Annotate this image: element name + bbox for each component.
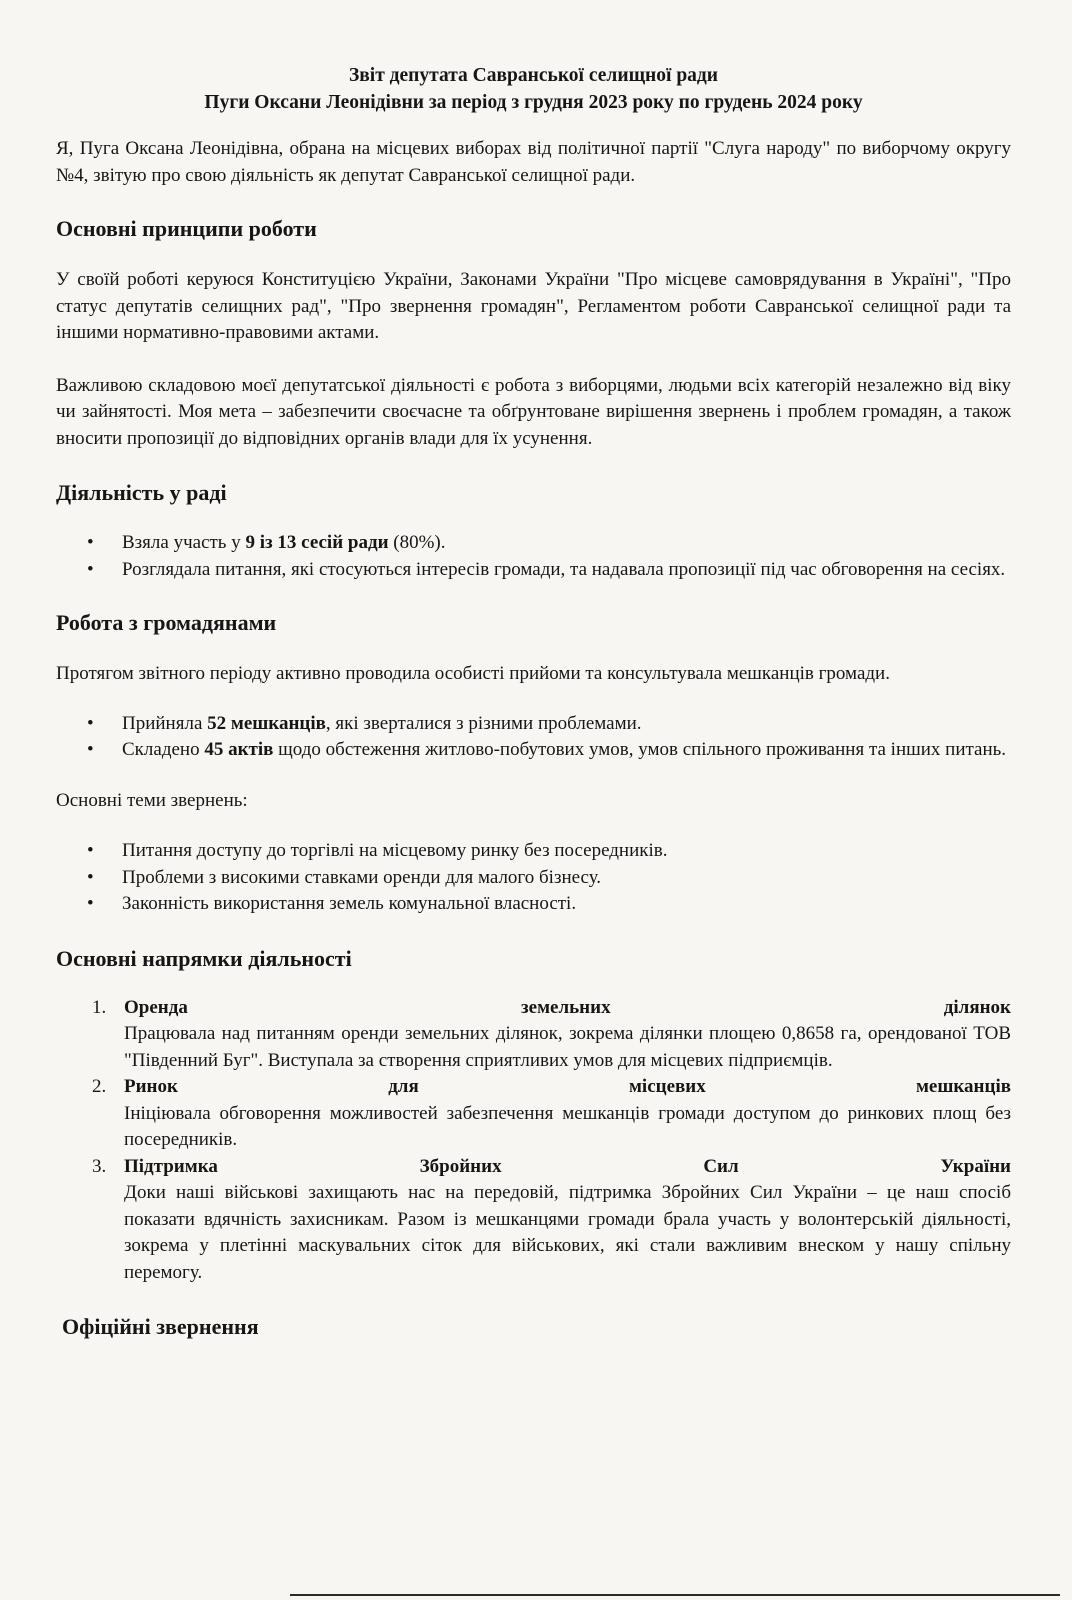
bullet-icon: • xyxy=(87,866,94,888)
citizens-paragraph: Протягом звітного періоду активно проводила особисті прийоми та консультувала мешканців громади. xyxy=(56,663,890,684)
list-item: • Розглядала питання, які стосуються інтересів громади, та надавала пропозиції під час обговорення на сесіях. xyxy=(56,557,1011,584)
list-item: • Прийняла 52 мешканців, які зверталися з різними проблемами. xyxy=(56,711,1011,738)
acts-count: 45 актів xyxy=(204,739,274,760)
bullet-icon: • xyxy=(87,893,94,914)
bullet-icon: • xyxy=(87,558,94,580)
bullet-icon: • xyxy=(87,840,94,861)
direction-item xyxy=(56,995,1011,1075)
principles-paragraph-1: У своїй роботі керуюся Конституцією України, Законами України "Про місцеве самоврядування в Україні", "Про статус депутатів селищних рад", "Про звернення громадян", Регламентом роботи Савранської селищної ради та іншими нормативно-правовими актами. xyxy=(56,269,1011,343)
heading-official-appeals: Офіційні звернення xyxy=(62,1314,259,1339)
citizens-list xyxy=(56,711,1011,764)
topics-intro: Основні теми звернень: xyxy=(56,789,248,811)
direction-title: Оренда земельних ділянок xyxy=(124,996,1011,1018)
title-line-2: Пуги Оксани Леонідівни за період з грудня 2023 року по грудень 2024 року xyxy=(204,92,863,113)
directions-list xyxy=(56,995,1011,1287)
direction-title: Ринок для місцевих мешканців xyxy=(124,1076,1011,1097)
direction-title: Підтримка Збройних Сил України xyxy=(124,1155,1011,1177)
bullet-icon: • xyxy=(87,712,94,734)
direction-text: Ініціювала обговорення можливостей забезпечення мешканців громади доступом до ринкових площ без посередників. xyxy=(124,1102,1011,1150)
direction-text: Працювала над питанням оренди земельних ділянок, зокрема ділянки площею 0,8658 га, орендованої ТОВ "Південний Буг". Виступала за створення сприятливих умов для місцевих підприємців. xyxy=(124,1023,1011,1071)
sessions-count: 9 із 13 сесій ради xyxy=(245,532,389,553)
heading-principles: Основні принципи роботи xyxy=(56,216,317,241)
heading-citizens-work: Робота з громадянами xyxy=(56,610,277,635)
direction-number: 2. xyxy=(92,1076,107,1097)
list-item: • Законність використання земель комунальної власності. xyxy=(56,891,1011,918)
list-item: • Питання доступу до торгівлі на місцевому ринку без посередників. xyxy=(56,838,1011,865)
direction-item xyxy=(56,1154,1011,1287)
direction-number: 3. xyxy=(92,1155,107,1177)
title-line-1: Звіт депутата Савранської селищної ради xyxy=(348,65,719,86)
principles-paragraph-2: Важливою складовою моєї депутатської діяльності є робота з виборцями, людьми всіх категорій незалежно від віку чи зайнятості. Моя мета – забезпечити своєчасне та обґрунтоване вирішення звернень і проблем громадян, а також вносити пропозиції до відповідних органів влади для їх усунення. xyxy=(56,374,1011,449)
list-item: • Складено 45 актів щодо обстеження житлово-побутових умов, умов спільного проживання та інших питань. xyxy=(56,737,1011,764)
document-title xyxy=(56,62,1011,116)
list-item: • Проблеми з високими ставками оренди для малого бізнесу. xyxy=(56,865,1011,892)
direction-number: 1. xyxy=(92,996,107,1018)
heading-council-activity: Діяльність у раді xyxy=(56,480,227,505)
page-edge-line xyxy=(290,1594,1060,1596)
heading-directions: Основні напрямки діяльності xyxy=(56,945,352,971)
direction-text: Доки наші військові захищають нас на передовій, підтримка Збройних Сил України – це наш спосіб показати вдячність захисникам. Разом із мешканцями громади брала участь у волонтерській діяльності, зокрема у плетінні маскувальних сіток для військових, які стали важливим внеском у нашу спільну перемогу. xyxy=(124,1182,1011,1283)
council-list xyxy=(56,530,1011,583)
list-item: • Взяла участь у 9 із 13 сесій ради (80%). xyxy=(56,530,1011,557)
bullet-icon: • xyxy=(87,532,94,553)
bullet-icon: • xyxy=(87,739,94,760)
intro-paragraph: Я, Пуга Оксана Леонідівна, обрана на місцевих виборах від політичної партії "Слуга народу" по виборчому округу №4, звітую про свою діяльність як депутат Савранської селищної ради. xyxy=(56,138,1011,186)
document-page xyxy=(56,62,1011,1341)
residents-count: 52 мешканців xyxy=(207,712,326,734)
direction-item xyxy=(56,1074,1011,1154)
topics-list xyxy=(56,838,1011,918)
